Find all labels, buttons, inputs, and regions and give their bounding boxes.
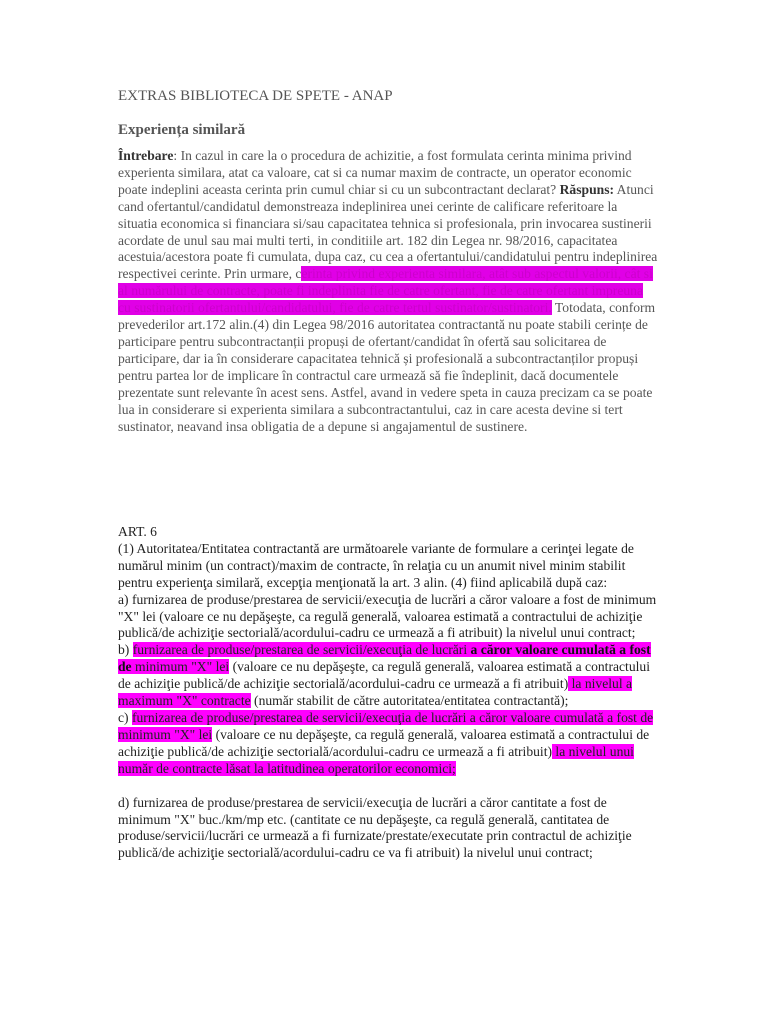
item-c-prefix: c) [118,709,132,725]
item-b-highlight-1: furnizarea de produse/prestarea de servicii/execuţia de lucrări [132,642,471,658]
item-b-bold-highlight: a căror valoare cumulată a fost de [118,642,651,675]
item-b-middle: (valoare ce nu depăşeşte, ca regulă generală, valoarea estimată a contractului de achiziţie publică/de achiziţie sectorială/acordului-cadru ce urmează a fi atribuit) [118,659,650,692]
article-heading: ART. 6 [118,524,157,539]
article-item-a: a) furnizarea de produse/prestarea de servicii/execuţia de lucrări a căror valoare a fost de minimum "X" lei (valoare ce nu depăşeşte, ca regulă generală, valoarea estimată a contractului de achiziţie publică/de achiziţie sectorială/acordului-cadru ce urmează a fi atribuit) la nivelul unui contract; [118,591,657,641]
answer-text-1: Atunci cand ofertantul/candidatul demonstreaza indeplinirea unei cerinte de calificare referitoare la situatia economica si financiara si/sau capacitatea tehnica si profesionala, prin invocarea sustinerii acordate de unul sau mai multi terti, in conditiile art. 182 din Legea nr. 98/2016, capacitatea acestuia/acestora poate fi cumulata, dupa caz, cu cea a ofertantului/candidatului pentru indeplinirea respectivei cerinte. Prin urmare, c [118,181,658,282]
section-subtitle: Experiența similară [118,122,246,138]
document-title: EXTRAS BIBLIOTECA DE SPETE - ANAP [118,88,393,104]
article-item-b [118,642,658,710]
answer-label: Răspuns: [559,181,615,197]
article-excerpt [118,524,658,862]
item-b-end: (număr stabilit de către autoritatea/entitatea contractantă); [250,693,569,709]
article-item-c [118,710,658,778]
paragraph-gap [118,778,658,795]
article-paragraph-1: (1) Autoritatea/Entitatea contractantă are următoarele variante de formulare a cerinţei legate de numărul minim (un contract)/maxim de contracte, în relaţia cu un anumit nivel minim stabilit pentru experienţa similară, excepţia menţionată la art. 3 alin. (4) fiind aplicabilă după caz: [118,540,634,590]
answer-highlighted-text: erinta privind experienta similara, atât sub aspectul valorii, cât si al numărului de contracte, poate fi indeplinita fie de catre ofertant, fie de catre ofertant impreuna cu sustinatorii ofertantului/candidatului, fie de catre tertul sustinator/sustinatori. [118,266,653,316]
item-c-highlight-2: la nivelul unui număr de contracte lăsat la latitudinea operatorilor economici; [118,743,634,776]
item-c-middle: (valoare ce nu depăşeşte, ca regulă generală, valoarea estimată a contractului de achiziţie publică/de achiziţie sectorială/acordului-cadru ce urmează a fi atribuit) [118,726,650,759]
answer-text-2: Totodata, conform prevederilor art.172 alin.(4) din Legea 98/2016 autoritatea contractantă nu poate stabili cerințe de participare pentru subcontractanții propuși de ofertant/candidat în ofertă sau solicitarea de participare, dar ia în considerare capacitatea tehnică și profesională a subcontractanților propuși pentru partea lor de implicare în contractul care urmează să fie îndeplinit, dacă documentele prezentate sunt relevante în acest sens. Astfel, avand in vedere speta in cauza precizam ca se poate lua in considerare si experienta similara a subcontractantului, caz in care acesta devine si tert sustinator, neavand insa obligatia de a depune si angajamentul de sustinere. [118,300,656,434]
question-answer-paragraph [118,148,658,435]
article-item-d: d) furnizarea de produse/prestarea de servicii/execuţia de lucrări a căror cantitate a fost de minimum "X" buc./km/mp etc. (cantitate ce nu depăşeşte, ca regulă generală, cantitatea de produse/servicii/lucrări ce urmează a fi furnizate/prestate/executate prin contractul de achiziţie publică/de achiziţie sectorială/acordului-cadru ce va fi atribuit) la nivelul unui contract; [118,794,632,861]
question-text: : In cazul in care la o procedura de achizitie, a fost formulata cerinta minima privind experienta similara, atat ca valoare, cat si ca numar maxim de contracte, un operator economic poate indeplini aceasta cerinta prin cumul chiar si cu un subcontractant declarat? [118,148,632,197]
item-b-highlight-3: la nivelul a maximum "X" contracte [118,676,633,709]
item-c-highlight-1: furnizarea de produse/prestarea de servicii/execuţia de lucrări a căror valoare cumulată a fost de minimum "X" lei [118,709,654,742]
question-label: Întrebare [118,148,174,163]
item-b-prefix: b) [118,642,133,658]
case-excerpt [118,86,658,434]
item-b-highlight-2: minimum "X" lei [131,659,230,675]
